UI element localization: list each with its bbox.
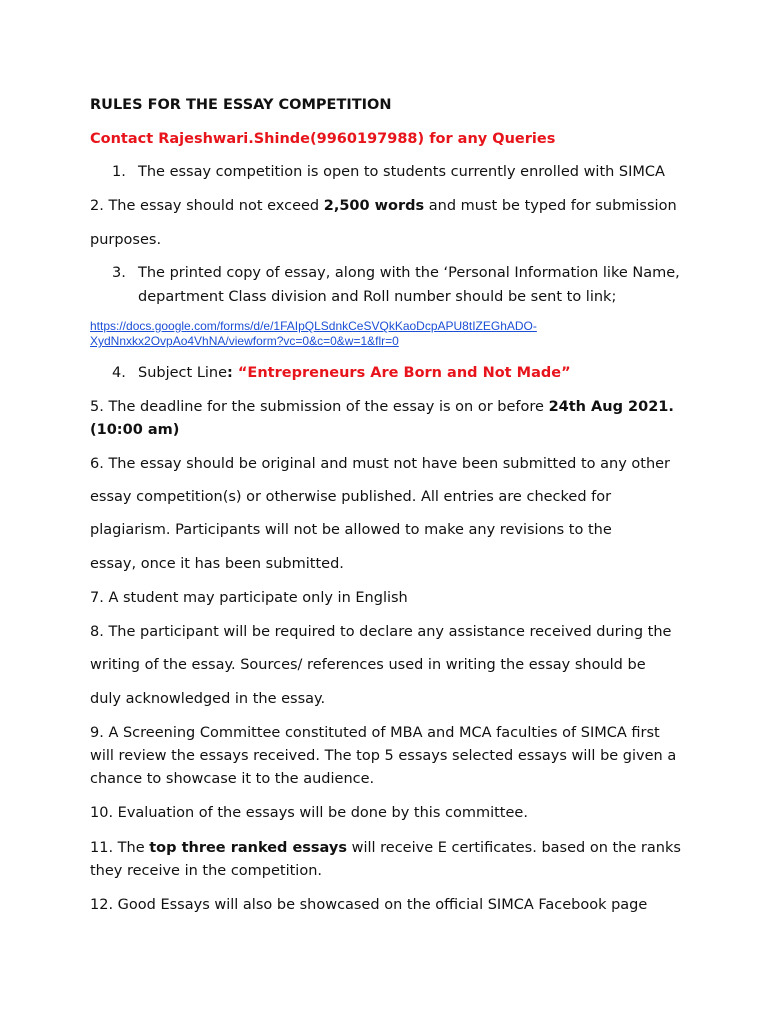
rule-3-number: 3. xyxy=(112,265,126,281)
rule-3-line-2: department Class division and Roll number should be sent to link; xyxy=(138,289,617,305)
rule-2-word-limit: 2,500 words xyxy=(323,198,425,214)
rule-5 xyxy=(90,398,674,416)
rule-12: 12. Good Essays will also be showcased on the official SIMCA Facebook page xyxy=(90,897,648,913)
rule-8-line-3: duly acknowledged in the essay. xyxy=(90,691,326,707)
rule-1-number: 1. xyxy=(112,164,126,180)
rule-9-line-3: chance to showcase it to the audience. xyxy=(90,771,375,787)
rule-8-line-2: writing of the essay. Sources/ references used in writing the essay should be xyxy=(90,657,646,673)
rule-2 xyxy=(90,197,677,215)
form-link-line-2[interactable]: XydNnxkx2OvpAo4VhNA/viewform?vc=0&c=0&w=1&flr=0 xyxy=(90,334,399,348)
rule-3-line-1: The printed copy of essay, along with the ‘Personal Information like Name, xyxy=(138,265,680,281)
rule-5-time: (10:00 am) xyxy=(90,422,180,438)
rule-2-line-2: purposes. xyxy=(90,232,162,248)
rule-4-number: 4. xyxy=(112,365,126,381)
rule-4 xyxy=(112,364,571,382)
rule-3 xyxy=(112,264,680,282)
rule-5-date: 24th Aug 2021. xyxy=(548,399,674,415)
rule-11 xyxy=(90,839,681,857)
rule-11-emphasis: top three ranked essays xyxy=(149,840,347,856)
rule-1 xyxy=(112,163,665,181)
rule-9-line-2: will review the essays received. The top 5 essays selected essays will be given a xyxy=(90,748,677,764)
rule-9-line-1: 9. A Screening Committee constituted of MBA and MCA faculties of SIMCA first xyxy=(90,725,660,741)
rule-4-colon: : xyxy=(227,365,233,381)
rule-6-line-2: essay competition(s) or otherwise published. All entries are checked for xyxy=(90,489,612,505)
contact-line: Contact Rajeshwari.Shinde(9960197988) for any Queries xyxy=(90,131,556,147)
rule-10: 10. Evaluation of the essays will be done by this committee. xyxy=(90,805,528,821)
page-title: RULES FOR THE ESSAY COMPETITION xyxy=(90,97,392,113)
rule-1-text: The essay competition is open to students currently enrolled with SIMCA xyxy=(138,164,665,180)
rule-2-text-pre: 2. The essay should not exceed xyxy=(90,198,324,214)
rule-7: 7. A student may participate only in English xyxy=(90,590,408,606)
rule-11-line-2: they receive in the competition. xyxy=(90,863,323,879)
rule-6-line-3: plagiarism. Participants will not be allowed to make any revisions to the xyxy=(90,522,612,538)
rule-6-line-1: 6. The essay should be original and must not have been submitted to any other xyxy=(90,456,671,472)
form-link-line-1[interactable]: https://docs.google.com/forms/d/e/1FAIpQLSdnkCeSVQkKaoDcpAPU8tIZEGhADO- xyxy=(90,319,537,333)
form-link[interactable] xyxy=(90,319,537,349)
rule-2-text-post: and must be typed for submission xyxy=(424,198,677,214)
rule-4-subject: “Entrepreneurs Are Born and Not Made” xyxy=(232,365,571,381)
rule-11-text-pre: 11. The xyxy=(90,840,150,856)
rule-8-line-1: 8. The participant will be required to declare any assistance received during the xyxy=(90,624,672,640)
rule-5-text: 5. The deadline for the submission of the essay is on or before xyxy=(90,399,549,415)
rule-4-label: Subject Line xyxy=(138,365,228,381)
rule-11-text-post: will receive E certificates. based on the ranks xyxy=(346,840,681,856)
rule-6-line-4: essay, once it has been submitted. xyxy=(90,556,344,572)
